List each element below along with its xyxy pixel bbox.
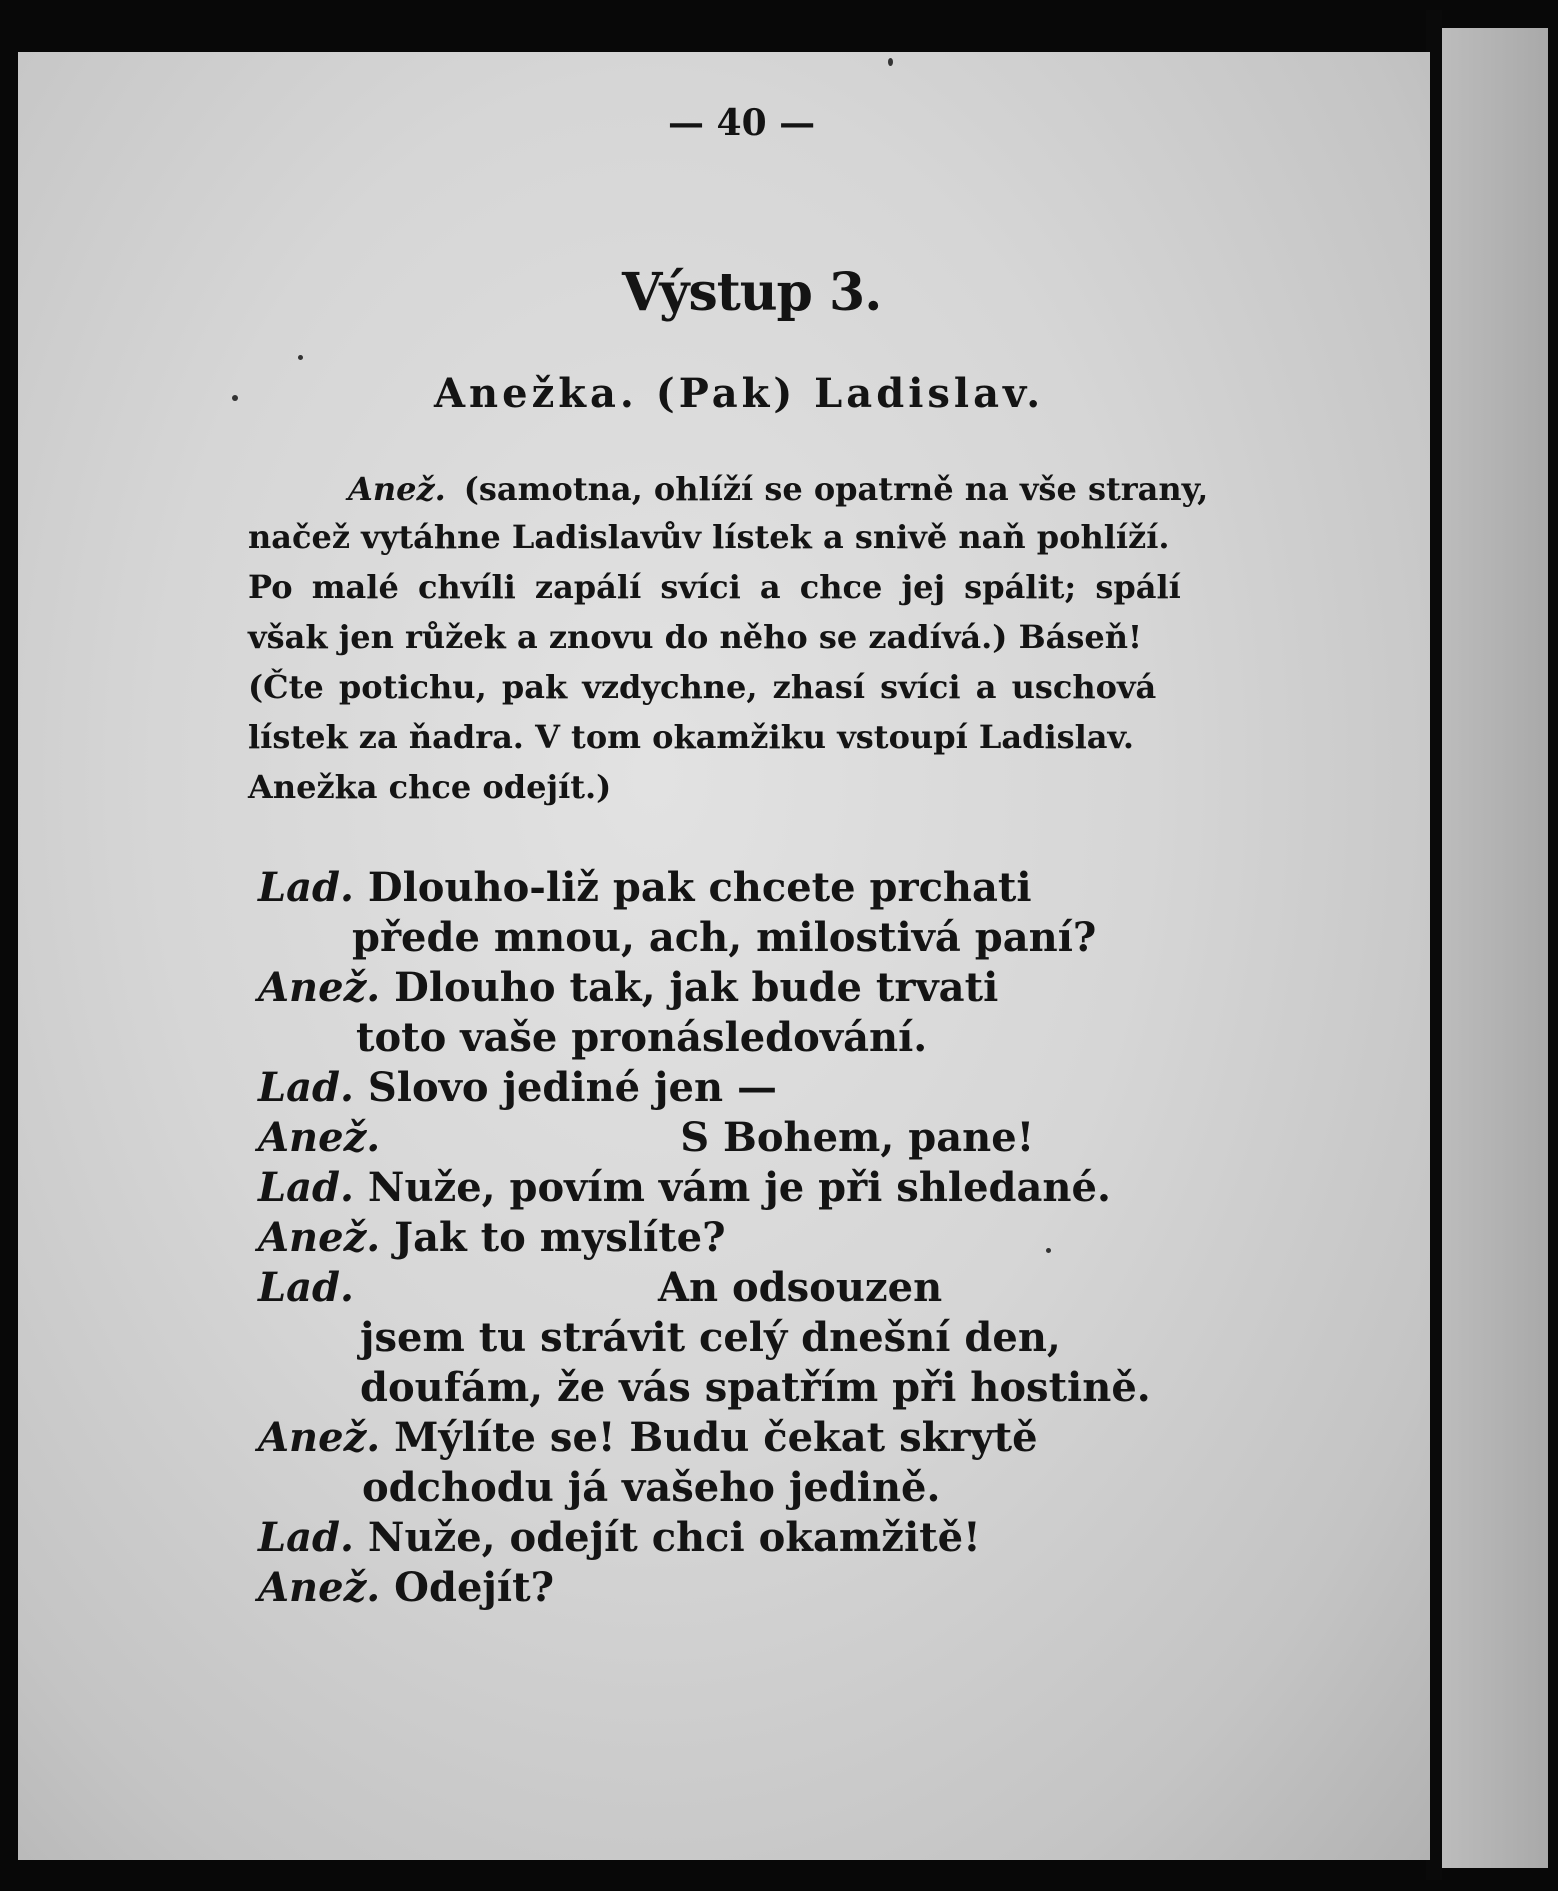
speaker-label: Lad. bbox=[258, 864, 354, 911]
scan-speck bbox=[888, 58, 893, 66]
cast-list: Anežka. (Pak) Ladislav. bbox=[434, 370, 1045, 417]
dialogue-line bbox=[258, 1264, 942, 1311]
dialogue-line: toto vaše pronásledování. bbox=[356, 1014, 928, 1061]
dialogue-text: Odejít? bbox=[394, 1564, 554, 1611]
dialogue-line: odchodu já vašeho jedině. bbox=[362, 1464, 941, 1511]
speaker-label: Lad. bbox=[258, 1264, 354, 1311]
next-page-edge bbox=[1438, 28, 1548, 1868]
speaker-label: Anež. bbox=[258, 1564, 381, 1611]
dialogue-line: jsem tu strávit celý dnešní den, bbox=[360, 1314, 1061, 1361]
scan-speck bbox=[232, 395, 238, 401]
dialogue-text: Dlouho-liž pak chcete prchati bbox=[367, 864, 1032, 911]
scan-speck bbox=[1046, 1248, 1051, 1253]
stage-direction-text: (samotna, ohlíží se opatrně na vše strany, bbox=[463, 470, 1209, 508]
stage-direction-line: však jen růžek a znovu do něho se zadívá.) Báseň! bbox=[248, 618, 1143, 656]
dialogue-text: Nuže, povím vám je při shledané. bbox=[367, 1164, 1111, 1211]
dialogue-line bbox=[258, 964, 998, 1011]
stage-direction-line: Po malé chvíli zapálí svíci a chce jej spálit; spálí bbox=[248, 568, 1181, 606]
speaker-label: Anež. bbox=[258, 1114, 381, 1161]
dialogue-line bbox=[258, 1214, 726, 1261]
dialogue-text: Dlouho tak, jak bude trvati bbox=[394, 964, 999, 1011]
dialogue-line: přede mnou, ach, milostivá paní? bbox=[352, 914, 1097, 961]
dialogue-text: Slovo jediné jen — bbox=[367, 1064, 777, 1111]
dialogue-text: Nuže, odejít chci okamžitě! bbox=[367, 1514, 981, 1561]
dialogue-text: Mýlíte se! Budu čekat skrytě bbox=[394, 1414, 1038, 1461]
dialogue-line bbox=[258, 1514, 981, 1561]
dialogue-line bbox=[258, 1064, 777, 1111]
dialogue-line: doufám, že vás spatřím při hostině. bbox=[360, 1364, 1151, 1411]
dialogue-line bbox=[258, 1164, 1111, 1211]
stage-direction-line: načež vytáhne Ladislavův lístek a snivě naň pohlíží. bbox=[248, 518, 1170, 556]
speaker-label: Lad. bbox=[258, 1164, 354, 1211]
speaker-label: Lad. bbox=[258, 1514, 354, 1561]
scene-title: Výstup 3. bbox=[622, 262, 882, 323]
dialogue-text: An odsouzen bbox=[657, 1264, 943, 1311]
stage-direction-line bbox=[248, 470, 1208, 508]
dialogue-text: Jak to myslíte? bbox=[394, 1214, 726, 1261]
dialogue-line bbox=[258, 1114, 1034, 1161]
speaker-label: Anež. bbox=[348, 470, 446, 508]
stage-direction-line: (Čte potichu, pak vzdychne, zhasí svíci a uschová bbox=[248, 668, 1157, 706]
speaker-label: Lad. bbox=[258, 1064, 354, 1111]
dialogue-line bbox=[258, 1564, 554, 1611]
speaker-label: Anež. bbox=[258, 1414, 381, 1461]
speaker-label: Anež. bbox=[258, 964, 381, 1011]
stage-direction-line: Anežka chce odejít.) bbox=[248, 768, 612, 806]
dialogue-text: S Bohem, pane! bbox=[680, 1114, 1035, 1161]
dialogue-line bbox=[258, 1414, 1038, 1461]
speaker-label: Anež. bbox=[258, 1214, 381, 1261]
stage-direction-line: lístek za ňadra. V tom okamžiku vstoupí Ladislav. bbox=[248, 718, 1135, 756]
scan-speck bbox=[298, 355, 303, 360]
page-number: — 40 — bbox=[668, 102, 816, 144]
dialogue-line bbox=[258, 864, 1032, 911]
